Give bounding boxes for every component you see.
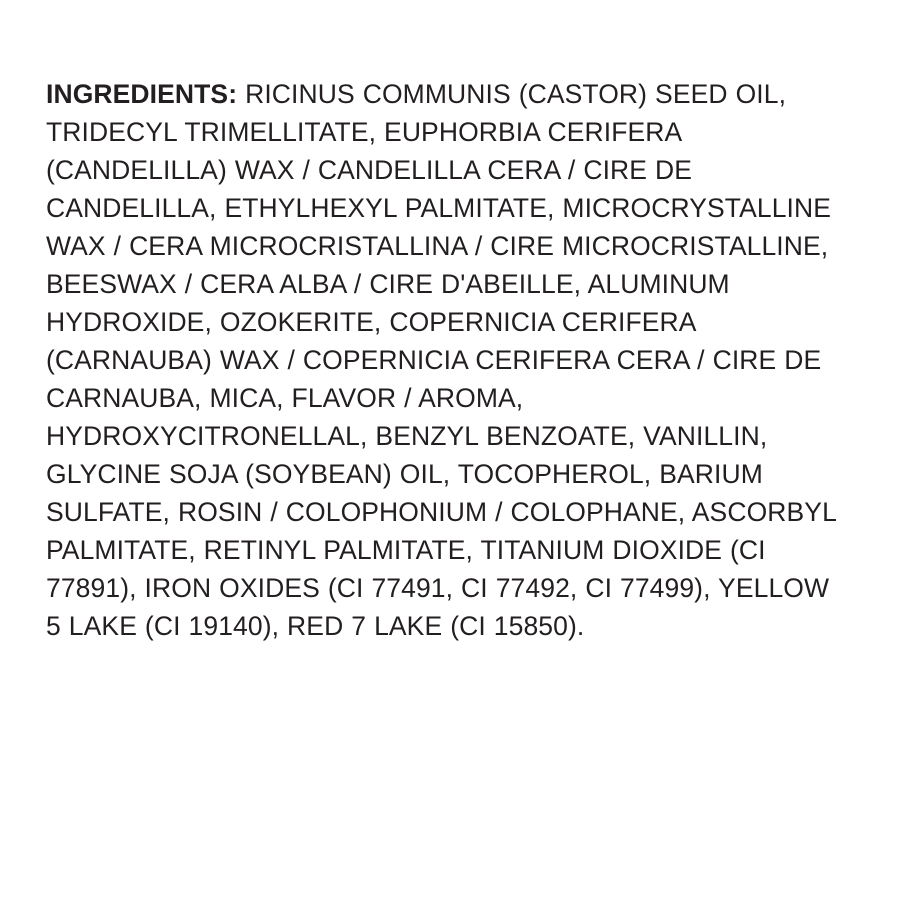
ingredients-heading: INGREDIENTS: xyxy=(46,78,238,109)
ingredients-list-text: RICINUS COMMUNIS (CASTOR) SEED OIL, TRIDECYL TRIMELLITATE, EUPHORBIA CERIFERA (CANDELILLA) WAX / CANDELILLA CERA / CIRE DE CANDELILLA, ETHYLHEXYL PALMITATE, MICROCRYSTALLINE WAX / CERA MICROCRISTALLINA / CIRE MICROCRISTALLINE, BEESWAX / CERA ALBA / CIRE D'ABEILLE, ALUMINUM HYDROXIDE, OZOKERITE, COPERNICIA CERIFERA (CARNAUBA) WAX / COPERNICIA CERIFERA CERA / CIRE DE CARNAUBA, MICA, FLAVOR / AROMA, HYDROXYCITRONELLAL, BENZYL BENZOATE, VANILLIN, GLYCINE SOJA (SOYBEAN) OIL, TOCOPHEROL, BARIUM SULFATE, ROSIN / COLOPHONIUM / COLOPHANE, ASCORBYL PALMITATE, RETINYL PALMITATE, TITANIUM DIOXIDE (CI 77891), IRON OXIDES (CI 77491, CI 77492, CI 77499), YELLOW 5 LAKE (CI 19140), RED 7 LAKE (CI 15850). xyxy=(46,78,836,641)
ingredients-paragraph xyxy=(46,75,848,645)
